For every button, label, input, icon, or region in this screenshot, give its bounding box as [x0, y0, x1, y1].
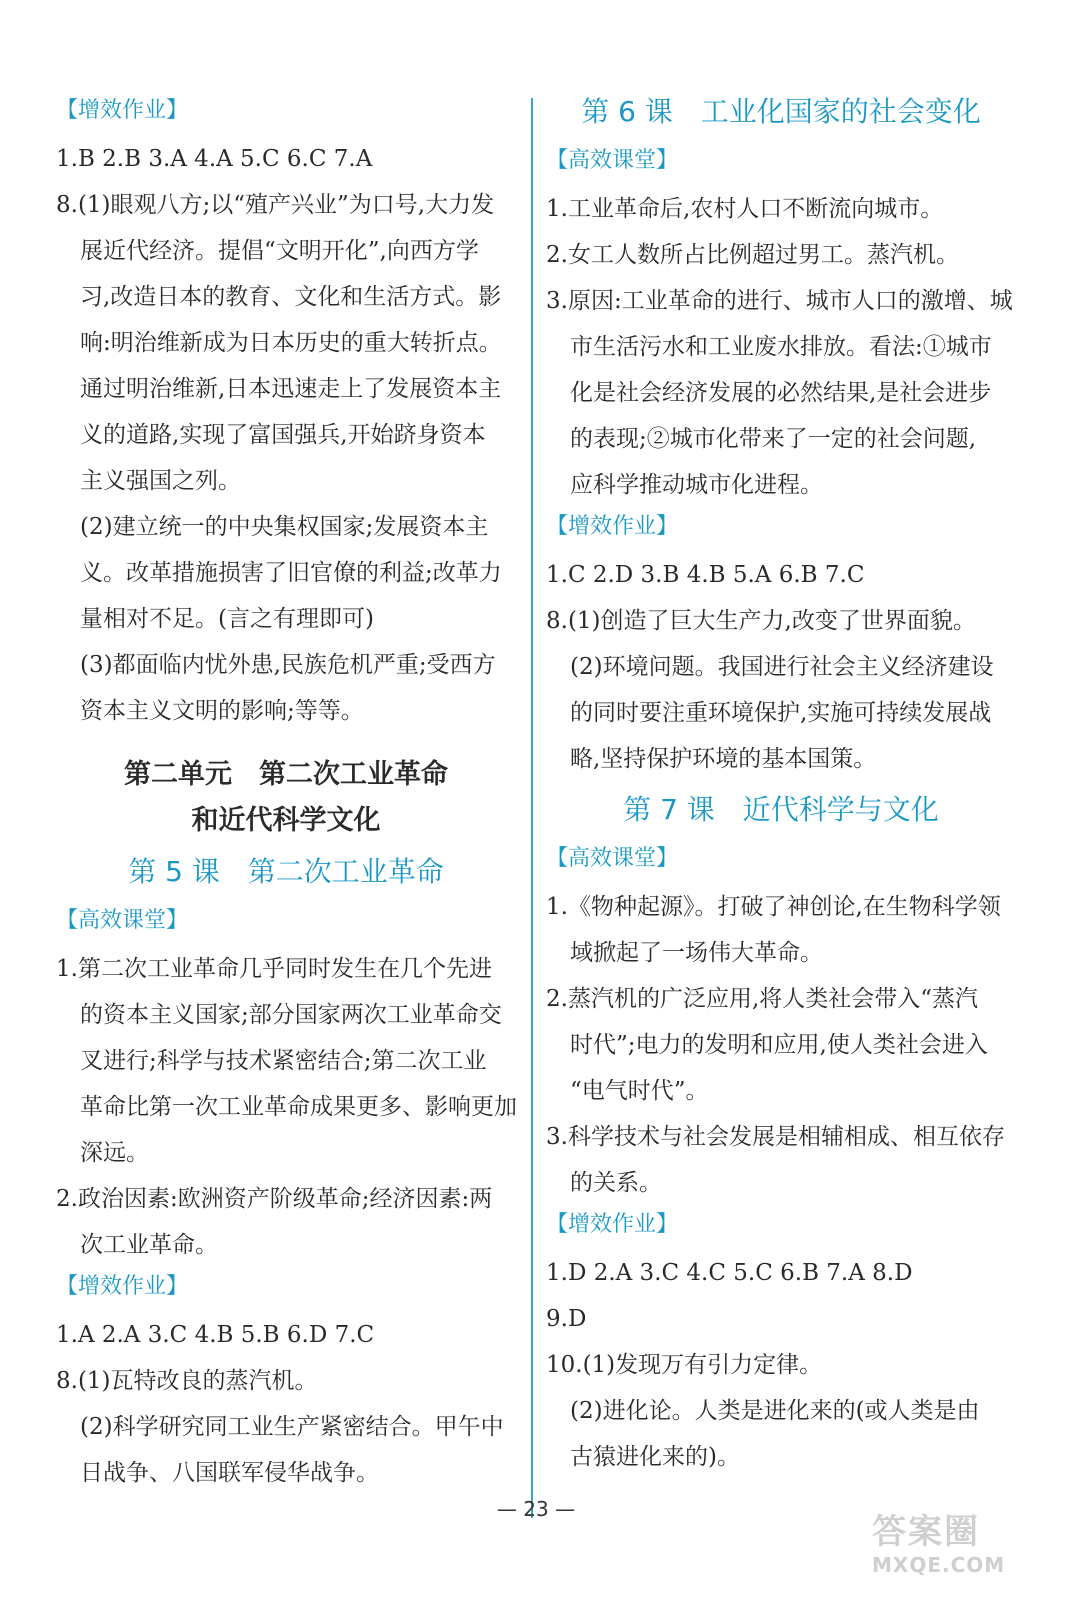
answer-row: 1.D 2.A 3.C 4.C 5.C 6.B 7.A 8.D	[546, 1260, 913, 1286]
answer-line: 3.原因:工业革命的进行、城市人口的激增、城	[546, 288, 1013, 314]
answer-row: 1.A 2.A 3.C 4.B 5.B 6.D 7.C	[56, 1322, 375, 1348]
answer-line: 深远。	[80, 1140, 149, 1166]
answer-line: (3)都面临内忧外患,民族危机严重;受西方	[80, 652, 496, 678]
answer-line: 10.(1)发现万有引力定律。	[546, 1352, 823, 1378]
answer-line: (2)建立统一的中央集权国家;发展资本主	[80, 514, 489, 540]
left-column	[56, 92, 516, 1496]
answer-line: 2.政治因素:欧洲资产阶级革命;经济因素:两	[56, 1186, 493, 1212]
answer-line: 化是社会经济发展的必然结果,是社会进步	[570, 380, 992, 406]
section-tag: 【高效课堂】	[546, 846, 679, 871]
section-tag: 【增效作业】	[546, 514, 679, 539]
answer-line: 8.(1)眼观八方;以“殖产兴业”为口号,大力发	[56, 192, 495, 218]
answer-line: 量相对不足。(言之有理即可)	[80, 606, 374, 632]
answer-line: 的表现;②城市化带来了一定的社会问题,	[570, 426, 977, 452]
page-number: — 23 —	[496, 1497, 576, 1521]
lesson-title: 第 7 课 近代科学与文化	[623, 793, 939, 826]
answer-line: 叉进行;科学与技术紧密结合;第二次工业	[80, 1048, 487, 1074]
answer-line: 通过明治维新,日本迅速走上了发展资本主	[80, 376, 502, 402]
answer-line: 习,改造日本的教育、文化和生活方式。影	[80, 284, 502, 310]
answer-line: 次工业革命。	[80, 1232, 218, 1258]
answer-line: 1.《物种起源》。打破了神创论,在生物科学领	[546, 894, 1001, 920]
section-tag: 【增效作业】	[56, 98, 189, 123]
answer-line: 义。改革措施损害了旧官僚的利益;改革力	[80, 560, 502, 586]
answer-line: (2)进化论。人类是进化来的(或人类是由	[570, 1398, 980, 1424]
answer-line: 义的道路,实现了富国强兵,开始跻身资本	[80, 422, 486, 448]
watermark-url: MXQE.COM	[872, 1553, 1006, 1577]
answer-line: 古猿进化来的)。	[570, 1444, 740, 1470]
answer-line: 的同时要注重环境保护,实施可持续发展战	[570, 700, 992, 726]
watermark-text: 答案圈	[872, 1512, 980, 1552]
answer-line: 1.第二次工业革命几乎同时发生在几个先进	[56, 956, 492, 982]
answer-line: 3.科学技术与社会发展是相辅相成、相互依存	[546, 1124, 1005, 1150]
column-divider	[531, 98, 533, 1518]
answer-line: 市生活污水和工业废水排放。看法:①城市	[570, 334, 992, 360]
answer-line: 应科学推动城市化进程。	[570, 472, 823, 498]
answer-line: “电气时代”。	[570, 1078, 709, 1104]
answer-line: 时代”;电力的发明和应用,使人类社会进入	[570, 1032, 988, 1058]
answer-line: (2)科学研究同工业生产紧密结合。甲午中	[80, 1414, 504, 1440]
lesson-title: 第 5 课 第二次工业革命	[128, 855, 444, 888]
answer-line: 8.(1)创造了巨大生产力,改变了世界面貌。	[546, 608, 976, 634]
answer-line: 资本主义文明的影响;等等。	[80, 698, 364, 724]
section-tag: 【高效课堂】	[56, 908, 189, 933]
answer-line: 略,坚持保护环境的基本国策。	[570, 746, 877, 772]
answer-line: 9.D	[546, 1306, 587, 1332]
section-tag: 【增效作业】	[56, 1274, 189, 1299]
unit-title: 和近代科学文化	[191, 805, 381, 836]
section-tag: 【增效作业】	[546, 1212, 679, 1237]
unit-title: 第二单元 第二次工业革命	[124, 759, 448, 790]
answer-line: 域掀起了一场伟大革命。	[570, 940, 823, 966]
answer-line: 日战争、八国联军侵华战争。	[80, 1460, 379, 1486]
section-tag: 【高效课堂】	[546, 148, 679, 173]
answer-line: 展近代经济。提倡“文明开化”,向西方学	[80, 238, 479, 264]
right-column	[546, 92, 1016, 1480]
answer-line: 革命比第一次工业革命成果更多、影响更加	[80, 1094, 517, 1120]
watermark-logo	[872, 1512, 1052, 1584]
answer-line: 8.(1)瓦特改良的蒸汽机。	[56, 1368, 318, 1394]
answer-line: 1.工业革命后,农村人口不断流向城市。	[546, 196, 944, 222]
answer-line: 2.女工人数所占比例超过男工。蒸汽机。	[546, 242, 959, 268]
answer-row: 1.B 2.B 3.A 4.A 5.C 6.C 7.A	[56, 146, 373, 172]
answer-line: 2.蒸汽机的广泛应用,将人类社会带入“蒸汽	[546, 986, 979, 1012]
answer-line: (2)环境问题。我国进行社会主义经济建设	[570, 654, 994, 680]
answer-row: 1.C 2.D 3.B 4.B 5.A 6.B 7.C	[546, 562, 865, 588]
lesson-title: 第 6 课 工业化国家的社会变化	[581, 95, 981, 128]
answer-line: 的关系。	[570, 1170, 662, 1196]
answer-line: 的资本主义国家;部分国家两次工业革命交	[80, 1002, 502, 1028]
answer-line: 主义强国之列。	[80, 468, 241, 494]
answer-line: 响:明治维新成为日本历史的重大转折点。	[80, 330, 502, 356]
